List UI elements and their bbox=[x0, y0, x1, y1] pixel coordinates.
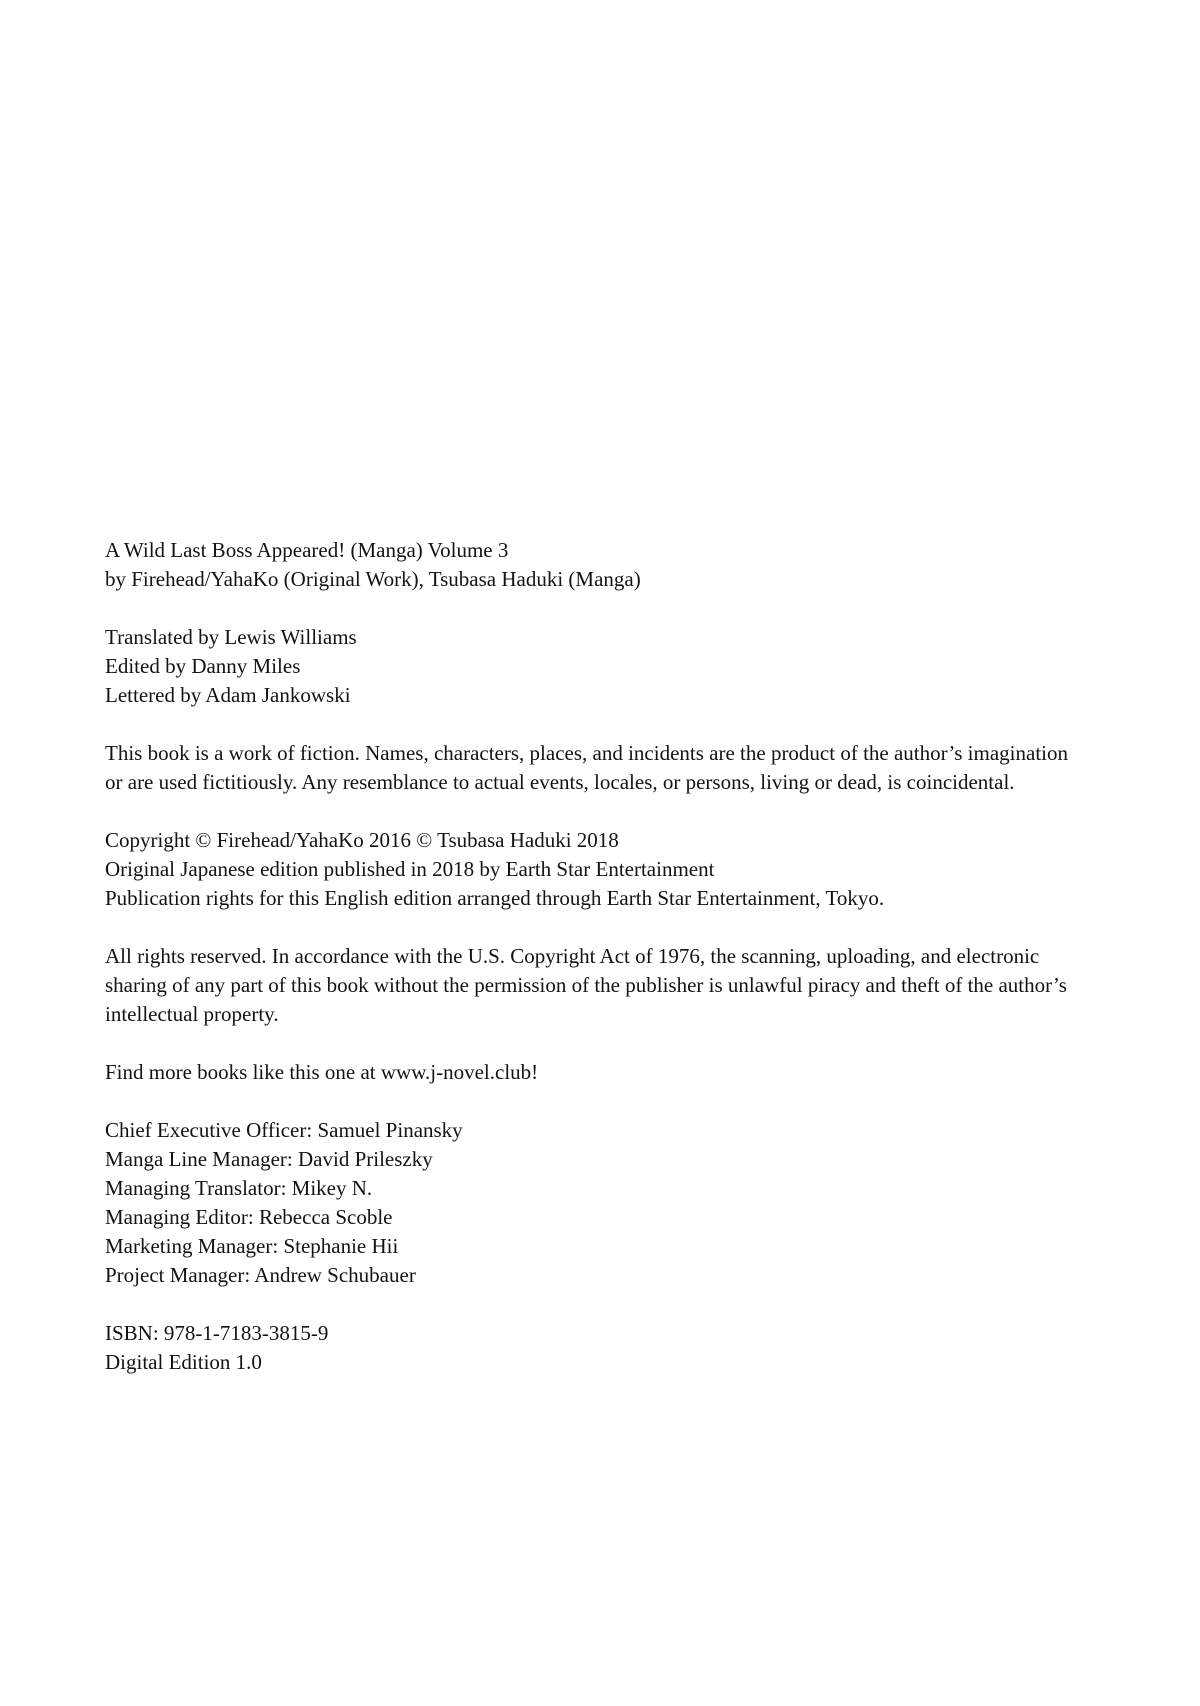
staff-managing-translator: Managing Translator: Mikey N. bbox=[105, 1176, 373, 1200]
rights-notice: All rights reserved. In accordance with the U.S. Copyright Act of 1976, the scanning, uploading, and electronic sharing of any part of this book without the permission of the publisher is unlawful piracy and theft of the author’s intellectual property. bbox=[105, 944, 1067, 1026]
rights-notice-block bbox=[105, 942, 1090, 1029]
copyright-line-1: Copyright © Firehead/YahaKo 2016 © Tsubasa Haduki 2018 bbox=[105, 828, 619, 852]
credit-translator: Translated by Lewis Williams bbox=[105, 625, 357, 649]
staff-managing-editor: Managing Editor: Rebecca Scoble bbox=[105, 1205, 393, 1229]
find-more-note: Find more books like this one at www.j-novel.club! bbox=[105, 1060, 539, 1084]
copyright-block bbox=[105, 826, 1090, 913]
book-title: A Wild Last Boss Appeared! (Manga) Volume 3 bbox=[105, 538, 509, 562]
isbn: ISBN: 978-1-7183-3815-9 bbox=[105, 1321, 329, 1345]
staff-manga-line-manager: Manga Line Manager: David Prileszky bbox=[105, 1147, 433, 1171]
book-byline: by Firehead/YahaKo (Original Work), Tsubasa Haduki (Manga) bbox=[105, 567, 641, 591]
fiction-disclaimer: This book is a work of fiction. Names, characters, places, and incidents are the product of the author’s imagination or are used fictitiously. Any resemblance to actual events, locales, or persons, living or dead, is coincidental. bbox=[105, 741, 1068, 794]
staff-block bbox=[105, 1116, 1090, 1290]
edition-block bbox=[105, 1319, 1090, 1377]
credits-block bbox=[105, 623, 1090, 710]
digital-edition: Digital Edition 1.0 bbox=[105, 1350, 262, 1374]
staff-marketing-manager: Marketing Manager: Stephanie Hii bbox=[105, 1234, 399, 1258]
staff-project-manager: Project Manager: Andrew Schubauer bbox=[105, 1263, 416, 1287]
title-block bbox=[105, 536, 1090, 594]
credit-editor: Edited by Danny Miles bbox=[105, 654, 301, 678]
fiction-disclaimer-block bbox=[105, 739, 1090, 797]
copyright-line-3: Publication rights for this English edition arranged through Earth Star Entertainment, Tokyo. bbox=[105, 886, 885, 910]
staff-ceo: Chief Executive Officer: Samuel Pinansky bbox=[105, 1118, 463, 1142]
credit-letterer: Lettered by Adam Jankowski bbox=[105, 683, 351, 707]
copyright-line-2: Original Japanese edition published in 2018 by Earth Star Entertainment bbox=[105, 857, 715, 881]
find-more-block bbox=[105, 1058, 1090, 1087]
